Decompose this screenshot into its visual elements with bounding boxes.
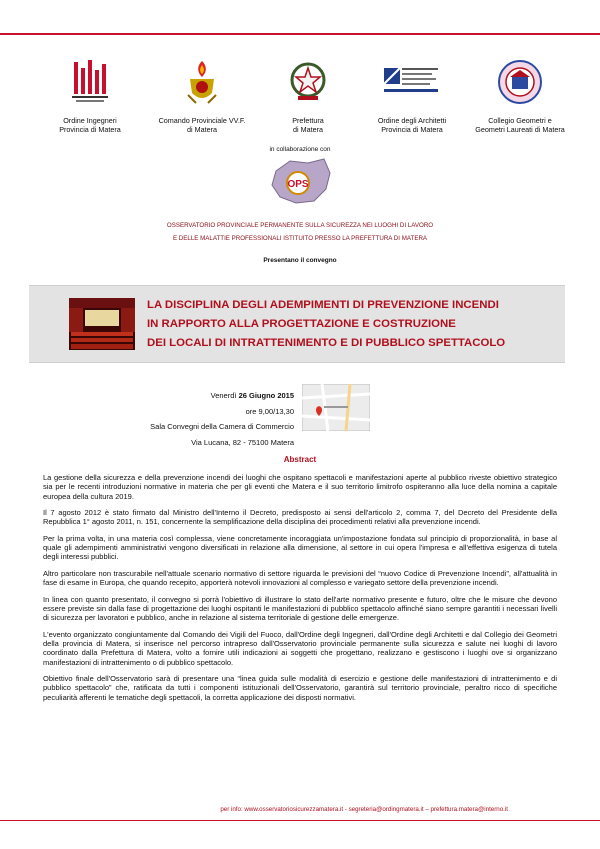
observatory-line1: OSSERVATORIO PROVINCIALE PERMANENTE SULLA SICUREZZA NEI LUOGHI DI LAVORO <box>166 222 434 229</box>
logo-caption-line2: di Matera <box>187 125 217 134</box>
abstract-heading: Abstract <box>283 455 317 464</box>
abstract-paragraph: Obiettivo finale dell'Osservatorio sarà di presentare una “linea guida sulle modalità di esercizio e gestione delle manifestazioni di intrattenimento e di pubblico spettacolo” che, ratificata da tutti i componenti istituzionali dell'Osservatorio, garantirà sul territorio provinciale, peraltro ricco di specifiche peculiarità afferenti le tematiche degli spettacoli, la corretta applicazione dei disposti normativi. <box>43 674 557 702</box>
logo-prefettura <box>248 58 368 134</box>
logo-caption-line2: Provincia di Matera <box>381 125 443 134</box>
logo-ordine-ingegneri <box>30 58 150 134</box>
title-line2: IN RAPPORTO ALLA PROGETTAZIONE E COSTRUZIONE <box>147 318 456 330</box>
logos-row <box>30 58 590 140</box>
location-map <box>302 384 370 431</box>
event-title <box>147 296 557 353</box>
abstract-paragraph: Il 7 agosto 2012 è stato firmato dal Ministro dell'Interno il Decreto, predisposto ai sensi dell'articolo 2, comma 7, del Decreto del Presidente della Repubblica 1° agosto 2011, n. 151, concernente la semplificazione della disciplina dei procedimenti relativi alla prevenzione incendi. <box>43 508 557 527</box>
observatory-line2: E DELLE MALATTIE PROFESSIONALI ISTITUITO PRESSO LA PREFETTURA DI MATERA <box>172 235 428 242</box>
logo-architetti <box>352 58 472 134</box>
event-place: Sala Convegni della Camera di Commercio <box>150 422 294 431</box>
observatory-name <box>0 219 600 245</box>
title-line1: LA DISCIPLINA DEGLI ADEMPIMENTI DI PREVENZIONE INCENDI <box>147 299 499 311</box>
event-details <box>94 388 294 450</box>
architetti-logo-icon <box>352 58 472 106</box>
title-band <box>29 285 565 363</box>
present-label: Presentano il convegno <box>263 257 337 264</box>
abstract-paragraph: In linea con quanto presentato, il convegno si porrà l'obiettivo di illustrare lo stato dell'arte normativo presente e futuro, oltre che le misure che devono essere previste sin dalla fase di progettazione dei luoghi ospitanti le manifestazioni di pubblico spettacolo affinché siano sempre garantiti i necessari livelli di sicurezza per lavoratori e pubblico, anche in relazione al sistema territoriale di gestione delle emergenze. <box>43 594 557 623</box>
logo-vvf <box>142 58 262 134</box>
ingegneri-logo-icon <box>30 58 150 106</box>
event-address: Via Lucana, 82 - 75100 Matera <box>191 437 294 447</box>
logo-caption-line2: Geometri Laureati di Matera <box>475 125 565 134</box>
theater-photo <box>69 298 155 350</box>
geometri-seal-icon <box>460 58 580 106</box>
ops-logo <box>268 157 334 207</box>
abstract-paragraph: La gestione della sicurezza e della prevenzione incendi dei luoghi che ospitano spettacoli e manifestazioni aperte al pubblico riveste obiettivo strategico sia per le recenti introduzioni normative in materia che per gli eventi che Matera e il suo territorio limitrofo ospiteranno alla luce della nomina a capitale europea della cultura 2019. <box>43 473 557 501</box>
event-date-row <box>94 388 294 404</box>
top-divider <box>0 33 600 35</box>
event-day: Venerdì <box>210 391 237 400</box>
event-time: ore 9,00/13,30 <box>245 406 294 416</box>
republic-emblem-icon <box>248 58 368 106</box>
theater-image-icon <box>69 298 135 350</box>
logo-caption-line1: Ordine degli Architetti <box>377 116 447 125</box>
event-date: 26 Giugno 2015 <box>238 391 294 400</box>
vvf-emblem-icon <box>142 58 262 106</box>
abstract-paragraph: Altro particolare non trascurabile nell'attuale scenario normativo di settore riguarda le previsioni del “nuovo Codice di Prevenzione Incendi”, all'attualità in fase di esame in Europa, che quando recepito, apporterà notevoli innovazioni al complesso e variegato settore della prevenzione incendi. <box>43 568 557 588</box>
map-thumbnail-icon <box>302 384 370 431</box>
title-line3: DEI LOCALI DI INTRATTENIMENTO E DI PUBBLICO SPETTACOLO <box>147 337 506 349</box>
logo-caption-line1: Prefettura <box>292 116 324 125</box>
abstract-paragraph: Per la prima volta, in una materia così complessa, viene concretamente incoraggiata un'impostazione fondata sul principio di proporzionalità, in base al quale gli adempimenti amministrativi vengono diversificati in relazione alla dimensione, al settore in cui opera l'impresa e all'effettiva esigenza di tutela degli interessi pubblici. <box>43 533 557 562</box>
bottom-divider <box>0 820 600 821</box>
logo-caption-line1: Ordine Ingegneri <box>63 116 117 125</box>
abstract-body <box>43 473 557 709</box>
collaboration-label: in collaborazione con <box>269 146 331 153</box>
ops-logo-text: OPS <box>287 179 309 190</box>
logo-caption-line1: Collegio Geometri e <box>488 116 552 125</box>
abstract-paragraph: L'evento organizzato congiuntamente dal Comando dei Vigili del Fuoco, dall'Ordine degli Ingegneri, dall'Ordine degli Architetti e dal Collegio dei Geometri della provincia di Matera, si inserisce nel percorso intrapreso dall'Osservatorio provinciale permanente sulla sicurezza e salute nei luoghi di lavoro coordinato dalla Prefettura di Matera, volto a fornire utili indicazioni ai soggetti che progettano, realizzano e gestiscono i luoghi ove si organizzano manifestazioni di intrattenimento o di pubblico spettacolo. <box>43 629 557 667</box>
ops-map-icon <box>268 157 334 207</box>
logo-caption-line2: di Matera <box>293 125 323 134</box>
logo-caption-line2: Provincia di Matera <box>59 125 121 134</box>
contact-footer: per info: www.osservatoriosicurezzamatera.it - segreteria@ordingmatera.it – prefettura.matera@interno.it <box>220 806 508 813</box>
logo-geometri <box>460 58 580 134</box>
logo-caption-line1: Comando Provinciale VV.F. <box>158 116 246 125</box>
